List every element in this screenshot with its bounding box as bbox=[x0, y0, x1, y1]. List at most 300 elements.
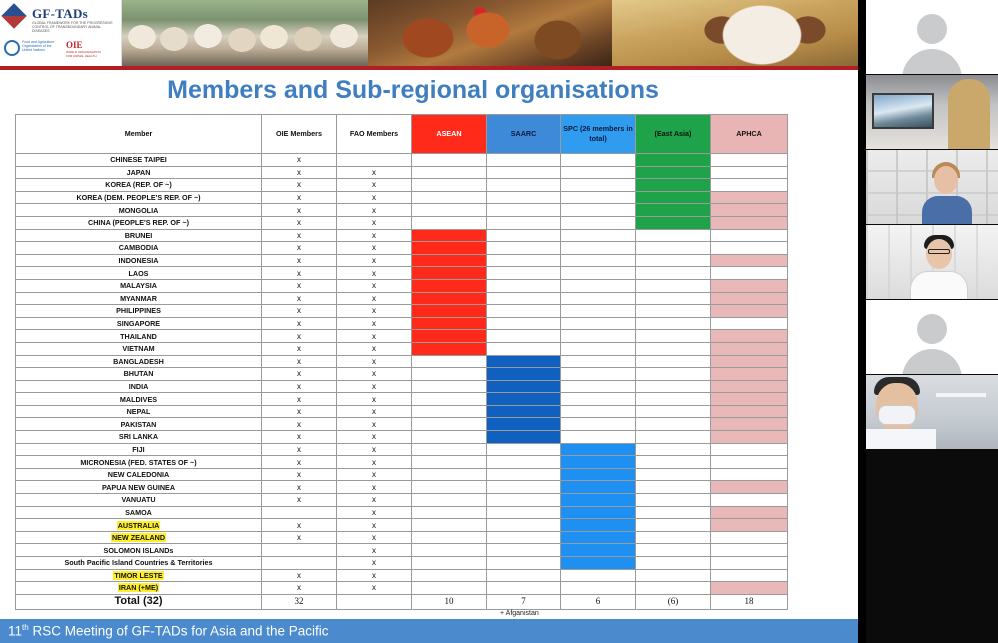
east-asia-group-cell bbox=[636, 531, 711, 544]
participant-video-person bbox=[948, 79, 990, 149]
member-cell bbox=[16, 582, 262, 595]
table-row bbox=[16, 166, 788, 179]
aphca-group-cell bbox=[711, 557, 788, 570]
fao-membership-cell: x bbox=[337, 355, 412, 368]
membership-table bbox=[15, 114, 788, 610]
saarc-group-cell bbox=[487, 431, 561, 444]
fao-membership-cell: x bbox=[337, 531, 412, 544]
saarc-group-cell bbox=[487, 154, 561, 167]
aphca-group-cell bbox=[711, 191, 788, 204]
oie-membership-cell: x bbox=[262, 418, 337, 431]
aphca-group-cell bbox=[711, 154, 788, 167]
member-cell bbox=[16, 506, 262, 519]
spc-group-cell bbox=[561, 519, 636, 532]
saarc-group-cell bbox=[487, 544, 561, 557]
fao-membership-cell: x bbox=[337, 569, 412, 582]
total-fao-cell bbox=[337, 594, 412, 609]
member-name: KOREA (REP. OF ~) bbox=[105, 180, 172, 190]
table-row bbox=[16, 229, 788, 242]
avatar-body-icon bbox=[902, 49, 962, 74]
spc-group-cell bbox=[561, 531, 636, 544]
aphca-group-cell bbox=[711, 216, 788, 229]
east-asia-group-cell bbox=[636, 456, 711, 469]
table-row bbox=[16, 317, 788, 330]
table-row bbox=[16, 468, 788, 481]
oie-membership-cell: x bbox=[262, 569, 337, 582]
east-asia-group-cell bbox=[636, 481, 711, 494]
total-east-asia-cell: (6) bbox=[636, 594, 711, 609]
table-row bbox=[16, 456, 788, 469]
east-asia-group-cell bbox=[636, 154, 711, 167]
member-cell bbox=[16, 519, 262, 532]
total-oie-cell: 32 bbox=[262, 594, 337, 609]
participant-tile-1[interactable] bbox=[866, 0, 998, 74]
oie-membership-cell: x bbox=[262, 405, 337, 418]
table-row bbox=[16, 292, 788, 305]
saarc-group-cell bbox=[487, 368, 561, 381]
asean-group-cell bbox=[412, 544, 487, 557]
table-row bbox=[16, 154, 788, 167]
member-name: BANGLADESH bbox=[113, 356, 164, 366]
fao-membership-cell: x bbox=[337, 418, 412, 431]
cow-photo bbox=[612, 0, 858, 66]
member-cell bbox=[16, 254, 262, 267]
member-name: NEPAL bbox=[126, 407, 151, 417]
member-cell bbox=[16, 166, 262, 179]
oie-membership-cell: x bbox=[262, 456, 337, 469]
saarc-group-cell bbox=[487, 242, 561, 255]
table-row bbox=[16, 405, 788, 418]
table-row bbox=[16, 380, 788, 393]
saarc-group-cell bbox=[487, 179, 561, 192]
fao-text: Food and Agriculture Organization of the United Nations bbox=[22, 40, 55, 52]
east-asia-group-cell bbox=[636, 557, 711, 570]
oie-membership-cell bbox=[262, 544, 337, 557]
participant-tile-3[interactable] bbox=[866, 150, 998, 224]
participant-face bbox=[926, 239, 952, 269]
oie-membership-cell: x bbox=[262, 582, 337, 595]
saarc-group-cell bbox=[487, 468, 561, 481]
fao-membership-cell: x bbox=[337, 267, 412, 280]
member-name: IRAN (+ME) bbox=[118, 583, 159, 593]
asean-group-cell bbox=[412, 179, 487, 192]
spc-group-cell bbox=[561, 481, 636, 494]
gf-tads-tagline: GLOBAL FRAMEWORK FOR THE PROGRESSIVE CONTROL OF TRANSBOUNDARY ANIMAL DISEASES bbox=[32, 21, 113, 33]
table-row bbox=[16, 582, 788, 595]
asean-group-cell bbox=[412, 443, 487, 456]
participant-tile-6[interactable] bbox=[866, 375, 998, 449]
member-cell bbox=[16, 557, 262, 570]
oie-membership-cell: x bbox=[262, 166, 337, 179]
member-cell bbox=[16, 317, 262, 330]
member-name: MALAYSIA bbox=[120, 281, 157, 291]
east-asia-group-cell bbox=[636, 582, 711, 595]
aphca-group-cell bbox=[711, 519, 788, 532]
aphca-group-cell bbox=[711, 569, 788, 582]
spc-group-cell bbox=[561, 443, 636, 456]
fao-membership-cell: x bbox=[337, 254, 412, 267]
member-name: SINGAPORE bbox=[116, 319, 161, 329]
oie-membership-cell bbox=[262, 506, 337, 519]
spc-group-cell bbox=[561, 292, 636, 305]
east-asia-group-cell bbox=[636, 468, 711, 481]
fao-membership-cell: x bbox=[337, 443, 412, 456]
member-name: CAMBODIA bbox=[118, 243, 159, 253]
asean-group-cell bbox=[412, 531, 487, 544]
spc-group-cell bbox=[561, 393, 636, 406]
oie-membership-cell: x bbox=[262, 393, 337, 406]
saarc-group-cell bbox=[487, 292, 561, 305]
aphca-group-cell bbox=[711, 456, 788, 469]
sheep-photo bbox=[122, 0, 368, 66]
member-cell bbox=[16, 229, 262, 242]
aphca-group-cell bbox=[711, 317, 788, 330]
glasses-icon bbox=[928, 249, 950, 254]
asean-group-cell bbox=[412, 166, 487, 179]
member-cell bbox=[16, 355, 262, 368]
avatar-head-icon bbox=[917, 314, 947, 344]
spc-group-cell bbox=[561, 154, 636, 167]
avatar-head-icon bbox=[917, 14, 947, 44]
member-cell bbox=[16, 267, 262, 280]
east-asia-group-cell bbox=[636, 355, 711, 368]
saarc-group-cell bbox=[487, 557, 561, 570]
oie-membership-cell: x bbox=[262, 216, 337, 229]
asean-group-cell bbox=[412, 519, 487, 532]
aphca-group-cell bbox=[711, 380, 788, 393]
aphca-group-cell bbox=[711, 405, 788, 418]
oie-membership-cell: x bbox=[262, 443, 337, 456]
column-header-east-asia: (East Asia) bbox=[636, 115, 711, 154]
aphca-group-cell bbox=[711, 544, 788, 557]
east-asia-group-cell bbox=[636, 179, 711, 192]
table-row bbox=[16, 355, 788, 368]
member-name: BHUTAN bbox=[123, 369, 154, 379]
spc-group-cell bbox=[561, 468, 636, 481]
saarc-group-cell bbox=[487, 279, 561, 292]
member-cell bbox=[16, 292, 262, 305]
member-name: BRUNEI bbox=[124, 230, 153, 240]
fao-membership-cell: x bbox=[337, 431, 412, 444]
asean-group-cell bbox=[412, 355, 487, 368]
aphca-group-cell bbox=[711, 292, 788, 305]
table-row bbox=[16, 179, 788, 192]
spc-group-cell bbox=[561, 368, 636, 381]
spc-group-cell bbox=[561, 355, 636, 368]
member-cell bbox=[16, 279, 262, 292]
oie-membership-cell bbox=[262, 557, 337, 570]
spc-group-cell bbox=[561, 229, 636, 242]
fao-membership-cell: x bbox=[337, 481, 412, 494]
asean-group-cell bbox=[412, 456, 487, 469]
saarc-group-cell bbox=[487, 204, 561, 217]
member-cell bbox=[16, 544, 262, 557]
spc-group-cell bbox=[561, 254, 636, 267]
east-asia-group-cell bbox=[636, 216, 711, 229]
east-asia-group-cell bbox=[636, 279, 711, 292]
oie-membership-cell: x bbox=[262, 292, 337, 305]
table-row bbox=[16, 569, 788, 582]
asean-group-cell bbox=[412, 380, 487, 393]
asean-group-cell bbox=[412, 368, 487, 381]
gf-tads-brand: GF-TADs bbox=[32, 6, 89, 21]
east-asia-group-cell bbox=[636, 368, 711, 381]
asean-group-cell bbox=[412, 405, 487, 418]
table-row bbox=[16, 481, 788, 494]
aphca-group-cell bbox=[711, 506, 788, 519]
oie-membership-cell: x bbox=[262, 368, 337, 381]
participant-tile-5[interactable] bbox=[866, 300, 998, 374]
fao-membership-cell: x bbox=[337, 557, 412, 570]
column-header-saarc: SAARC bbox=[487, 115, 561, 154]
fao-membership-cell: x bbox=[337, 519, 412, 532]
spc-group-cell bbox=[561, 204, 636, 217]
total-spc-cell: 6 bbox=[561, 594, 636, 609]
east-asia-group-cell bbox=[636, 317, 711, 330]
asean-group-cell bbox=[412, 242, 487, 255]
member-cell bbox=[16, 431, 262, 444]
oie-membership-cell: x bbox=[262, 519, 337, 532]
total-aphca-cell: 18 bbox=[711, 594, 788, 609]
member-cell bbox=[16, 342, 262, 355]
member-cell bbox=[16, 179, 262, 192]
fao-membership-cell: x bbox=[337, 380, 412, 393]
saarc-group-cell bbox=[487, 393, 561, 406]
saarc-group-cell bbox=[487, 506, 561, 519]
table-header-row bbox=[16, 115, 788, 154]
table-row bbox=[16, 267, 788, 280]
east-asia-group-cell bbox=[636, 254, 711, 267]
asean-group-cell bbox=[412, 229, 487, 242]
member-cell bbox=[16, 330, 262, 343]
aphca-group-cell bbox=[711, 330, 788, 343]
asean-group-cell bbox=[412, 481, 487, 494]
oie-membership-cell: x bbox=[262, 242, 337, 255]
asean-group-cell bbox=[412, 393, 487, 406]
fao-membership-cell: x bbox=[337, 216, 412, 229]
member-cell bbox=[16, 443, 262, 456]
spc-group-cell bbox=[561, 305, 636, 318]
oie-brand: OIE bbox=[66, 40, 83, 50]
member-name: SAMOA bbox=[125, 507, 152, 517]
saarc-group-cell bbox=[487, 254, 561, 267]
saarc-group-cell bbox=[487, 166, 561, 179]
spc-group-cell bbox=[561, 166, 636, 179]
east-asia-group-cell bbox=[636, 380, 711, 393]
spc-group-cell bbox=[561, 330, 636, 343]
member-name: NEW ZEALAND bbox=[111, 533, 166, 543]
aphca-group-cell bbox=[711, 229, 788, 242]
saarc-group-cell bbox=[487, 380, 561, 393]
oie-membership-cell: x bbox=[262, 330, 337, 343]
table-row bbox=[16, 494, 788, 507]
aphca-group-cell bbox=[711, 242, 788, 255]
spc-group-cell bbox=[561, 456, 636, 469]
member-name: PHILIPPINES bbox=[116, 306, 161, 316]
column-header-fao: FAO Members bbox=[337, 115, 412, 154]
fao-membership-cell: x bbox=[337, 179, 412, 192]
spc-group-cell bbox=[561, 242, 636, 255]
aphca-group-cell bbox=[711, 431, 788, 444]
table-row bbox=[16, 216, 788, 229]
member-cell bbox=[16, 456, 262, 469]
member-name: THAILAND bbox=[120, 331, 157, 341]
slide-banner bbox=[0, 0, 858, 66]
member-name: CHINA (PEOPLE'S REP. OF ~) bbox=[88, 218, 189, 228]
fao-membership-cell: x bbox=[337, 368, 412, 381]
east-asia-group-cell bbox=[636, 443, 711, 456]
asean-group-cell bbox=[412, 204, 487, 217]
east-asia-group-cell bbox=[636, 393, 711, 406]
aphca-group-cell bbox=[711, 355, 788, 368]
asean-group-cell bbox=[412, 582, 487, 595]
fao-membership-cell: x bbox=[337, 305, 412, 318]
background-painting bbox=[872, 93, 934, 129]
total-label-cell: Total (32) bbox=[16, 594, 262, 609]
fao-membership-cell: x bbox=[337, 405, 412, 418]
aphca-group-cell bbox=[711, 368, 788, 381]
fao-membership-cell: x bbox=[337, 204, 412, 217]
spc-group-cell bbox=[561, 191, 636, 204]
participant-torso bbox=[922, 196, 972, 224]
column-header-oie: OIE Members bbox=[262, 115, 337, 154]
saarc-group-cell bbox=[487, 216, 561, 229]
table-row bbox=[16, 204, 788, 217]
saarc-group-cell bbox=[487, 317, 561, 330]
oie-membership-cell: x bbox=[262, 267, 337, 280]
saarc-group-cell bbox=[487, 267, 561, 280]
member-name: LAOS bbox=[128, 268, 149, 278]
slide-title: Members and Sub-regional organisations bbox=[167, 76, 659, 104]
member-name: MYANMAR bbox=[120, 293, 157, 303]
east-asia-group-cell bbox=[636, 494, 711, 507]
member-name: FIJI bbox=[132, 444, 145, 454]
spc-group-cell bbox=[561, 317, 636, 330]
oie-membership-cell: x bbox=[262, 254, 337, 267]
member-cell bbox=[16, 204, 262, 217]
afghanistan-note: + Afganistan bbox=[500, 610, 539, 617]
asean-group-cell bbox=[412, 154, 487, 167]
member-name: SOLOMON ISLANDs bbox=[103, 545, 174, 555]
spc-group-cell bbox=[561, 267, 636, 280]
saarc-group-cell bbox=[487, 305, 561, 318]
column-header-member: Member bbox=[16, 115, 262, 154]
east-asia-group-cell bbox=[636, 519, 711, 532]
member-cell bbox=[16, 481, 262, 494]
member-name: MALDIVES bbox=[119, 394, 158, 404]
oie-membership-cell: x bbox=[262, 355, 337, 368]
asean-group-cell bbox=[412, 418, 487, 431]
member-cell bbox=[16, 393, 262, 406]
column-header-aphca: APHCA bbox=[711, 115, 788, 154]
banner-divider bbox=[0, 66, 858, 70]
oie-membership-cell: x bbox=[262, 229, 337, 242]
oie-membership-cell: x bbox=[262, 481, 337, 494]
gf-tads-logo bbox=[0, 0, 122, 66]
east-asia-group-cell bbox=[636, 267, 711, 280]
oie-membership-cell: x bbox=[262, 279, 337, 292]
asean-group-cell bbox=[412, 569, 487, 582]
oie-membership-cell: x bbox=[262, 494, 337, 507]
member-cell bbox=[16, 380, 262, 393]
spc-group-cell bbox=[561, 405, 636, 418]
asean-group-cell bbox=[412, 279, 487, 292]
member-name: PAPUA NEW GUINEA bbox=[101, 482, 176, 492]
aphca-group-cell bbox=[711, 582, 788, 595]
footer-ordinal: 11 bbox=[8, 623, 23, 639]
spc-group-cell bbox=[561, 494, 636, 507]
fao-membership-cell: x bbox=[337, 494, 412, 507]
fao-membership-cell: x bbox=[337, 330, 412, 343]
spc-group-cell bbox=[561, 418, 636, 431]
face-mask bbox=[878, 405, 916, 425]
saarc-group-cell bbox=[487, 191, 561, 204]
aphca-group-cell bbox=[711, 305, 788, 318]
asean-group-cell bbox=[412, 431, 487, 444]
table-row bbox=[16, 242, 788, 255]
saarc-group-cell bbox=[487, 229, 561, 242]
table-row bbox=[16, 544, 788, 557]
member-name: NEW CALEDONIA bbox=[107, 470, 170, 480]
spc-group-cell bbox=[561, 506, 636, 519]
table-row bbox=[16, 393, 788, 406]
oie-membership-cell: x bbox=[262, 204, 337, 217]
member-name: INDIA bbox=[128, 381, 149, 391]
asean-group-cell bbox=[412, 191, 487, 204]
column-header-asean: ASEAN bbox=[412, 115, 487, 154]
asean-group-cell bbox=[412, 292, 487, 305]
table-body bbox=[16, 154, 788, 610]
fao-membership-cell bbox=[337, 154, 412, 167]
participant-tile-2[interactable] bbox=[866, 75, 998, 149]
aphca-group-cell bbox=[711, 468, 788, 481]
oie-membership-cell: x bbox=[262, 317, 337, 330]
participant-tile-4[interactable] bbox=[866, 225, 998, 299]
saarc-group-cell bbox=[487, 355, 561, 368]
saarc-group-cell bbox=[487, 456, 561, 469]
oie-membership-cell: x bbox=[262, 380, 337, 393]
east-asia-group-cell bbox=[636, 330, 711, 343]
oie-membership-cell: x bbox=[262, 468, 337, 481]
member-name: VIETNAM bbox=[122, 344, 155, 354]
oie-membership-cell: x bbox=[262, 179, 337, 192]
east-asia-group-cell bbox=[636, 292, 711, 305]
table-row bbox=[16, 531, 788, 544]
total-asean-cell: 10 bbox=[412, 594, 487, 609]
participant-torso bbox=[910, 271, 968, 299]
member-name: MICRONESIA (FED. STATES OF ~) bbox=[80, 457, 197, 467]
fao-membership-cell: x bbox=[337, 506, 412, 519]
member-cell bbox=[16, 305, 262, 318]
east-asia-group-cell bbox=[636, 506, 711, 519]
spc-group-cell bbox=[561, 342, 636, 355]
column-header-spc: SPC (26 members in total) bbox=[561, 115, 636, 154]
spc-group-cell bbox=[561, 557, 636, 570]
member-name: INDONESIA bbox=[118, 256, 159, 266]
oie-text: WORLD ORGANISATION FOR ANIMAL HEALTH bbox=[66, 50, 101, 58]
footer-ordinal-suffix: th bbox=[22, 623, 29, 632]
spc-group-cell bbox=[561, 216, 636, 229]
footer-text bbox=[8, 623, 329, 639]
aphca-group-cell bbox=[711, 267, 788, 280]
aphca-group-cell bbox=[711, 254, 788, 267]
member-name: SRI LANKA bbox=[118, 432, 159, 442]
aphca-group-cell bbox=[711, 179, 788, 192]
spc-group-cell bbox=[561, 380, 636, 393]
fao-membership-cell: x bbox=[337, 292, 412, 305]
aphca-group-cell bbox=[711, 418, 788, 431]
fao-membership-cell: x bbox=[337, 242, 412, 255]
